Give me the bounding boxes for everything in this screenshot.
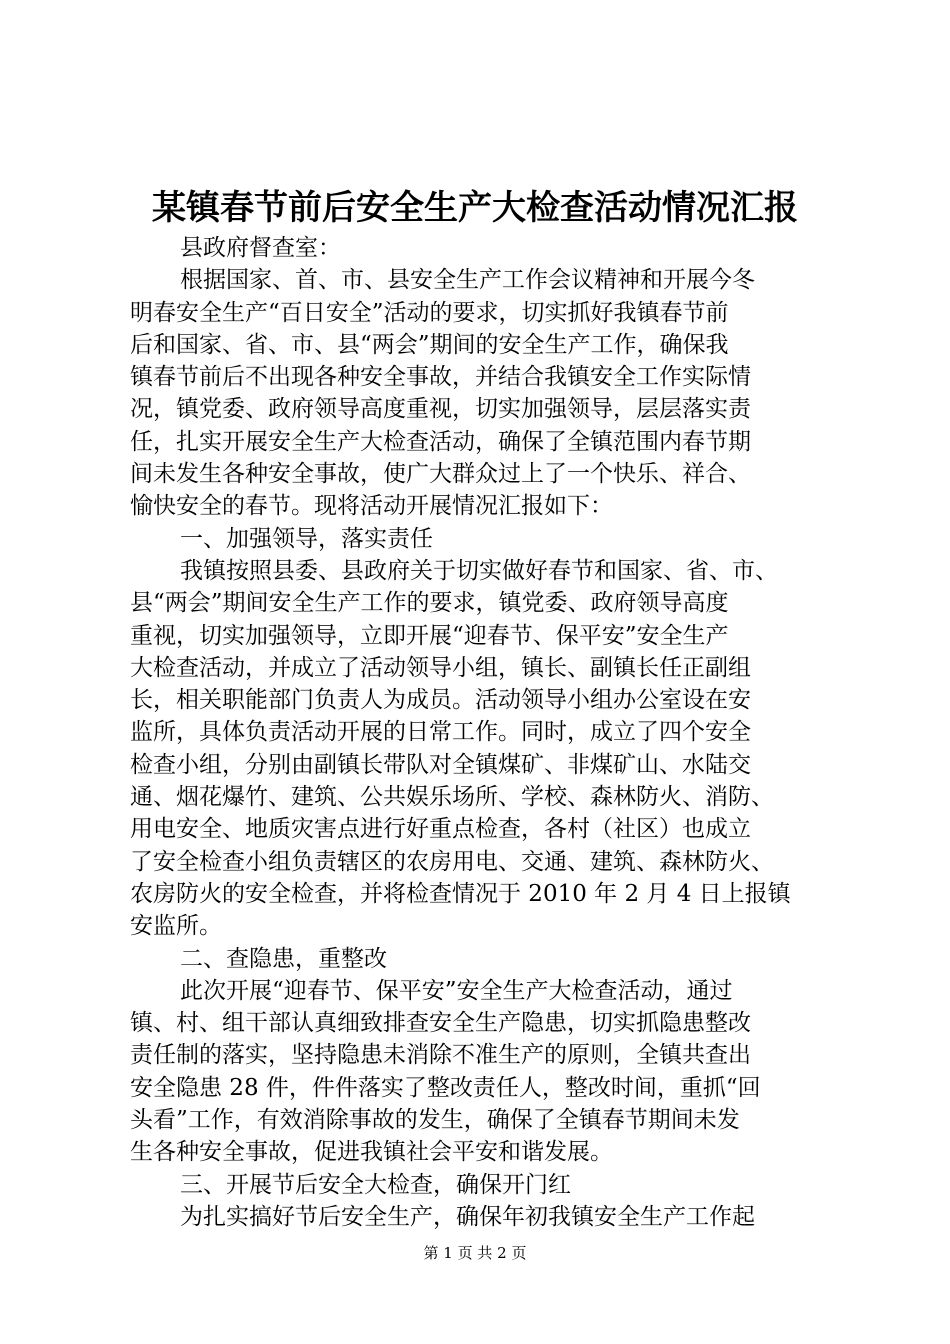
body-line: 任，扎实开展安全生产大检查活动，确保了全镇范围内春节期 <box>130 428 751 455</box>
body-line: 县政府督查室： <box>180 235 341 261</box>
body-line: 镇、村、组干部认真细致排查安全生产隐患，切实抓隐患整改 <box>130 1010 751 1037</box>
body-line: 镇春节前后不出现各种安全事故，并结合我镇安全工作实际情 <box>130 364 751 391</box>
body-line: 明春安全生产“百日安全”活动的要求，切实抓好我镇春节前 <box>130 299 729 326</box>
body-line: 长，相关职能部门负责人为成员。活动领导小组办公室设在安 <box>130 687 751 714</box>
body-line: 责任制的落实，坚持隐患未消除不准生产的原则，全镇共查出 <box>130 1042 751 1069</box>
body-line: 后和国家、省、市、县“两会”期间的安全生产工作，确保我 <box>130 331 729 358</box>
body-line: 二、查隐患，重整改 <box>180 945 387 972</box>
document-body <box>130 232 826 1233</box>
body-line: 根据国家、首、市、县安全生产工作会议精神和开展今冬 <box>180 267 755 294</box>
body-line: 大检查活动，并成立了活动领导小组，镇长、副镇长任正副组 <box>130 654 751 681</box>
body-line: 检查小组，分别由副镇长带队对全镇煤矿、非煤矿山、水陆交 <box>130 751 751 778</box>
body-line: 生各种安全事故，促进我镇社会平安和谐发展。 <box>130 1139 613 1166</box>
body-line: 农房防火的安全检查，并将检查情况于 2010 年 2 月 4 日上报镇 <box>130 880 791 907</box>
document-title: 某镇春节前后安全生产大检查活动情况汇报 <box>152 188 798 228</box>
body-line: 安全隐患 28 件，件件落实了整改责任人，整改时间，重抓“回 <box>130 1074 761 1101</box>
body-line: 愉快安全的春节。现将活动开展情况汇报如下： <box>130 493 613 520</box>
body-line: 安监所。 <box>130 913 222 940</box>
body-line: 为扎实搞好节后安全生产，确保年初我镇安全生产工作起 <box>180 1203 755 1230</box>
body-line: 重视，切实加强领导，立即开展“迎春节、保平安”安全生产 <box>130 622 729 649</box>
body-line: 县“两会”期间安全生产工作的要求，镇党委、政府领导高度 <box>130 590 729 617</box>
body-line: 了安全检查小组负责辖区的农房用电、交通、建筑、森林防火、 <box>130 848 774 875</box>
body-line: 我镇按照县委、县政府关于切实做好春节和国家、省、市、 <box>180 557 778 584</box>
body-line: 此次开展“迎春节、保平安”安全生产大检查活动，通过 <box>180 977 733 1004</box>
page-footer: 第 1 页 共 2 页 <box>423 1244 527 1262</box>
body-line: 三、开展节后安全大检查，确保开门红 <box>180 1171 571 1198</box>
body-line: 头看”工作，有效消除事故的发生，确保了全镇春节期间未发 <box>130 1107 740 1134</box>
body-line: 一、加强领导，落实责任 <box>180 525 433 552</box>
body-line: 用电安全、地质灾害点进行好重点检查，各村（社区）也成立 <box>130 816 751 843</box>
body-line: 况，镇党委、政府领导高度重视，切实加强领导，层层落实责 <box>130 396 751 423</box>
body-line: 监所，具体负责活动开展的日常工作。同时，成立了四个安全 <box>130 719 751 746</box>
body-line: 通、烟花爆竹、建筑、公共娱乐场所、学校、森林防火、消防、 <box>130 784 774 811</box>
body-line: 间未发生各种安全事故，使广大群众过上了一个快乐、祥合、 <box>130 461 751 488</box>
